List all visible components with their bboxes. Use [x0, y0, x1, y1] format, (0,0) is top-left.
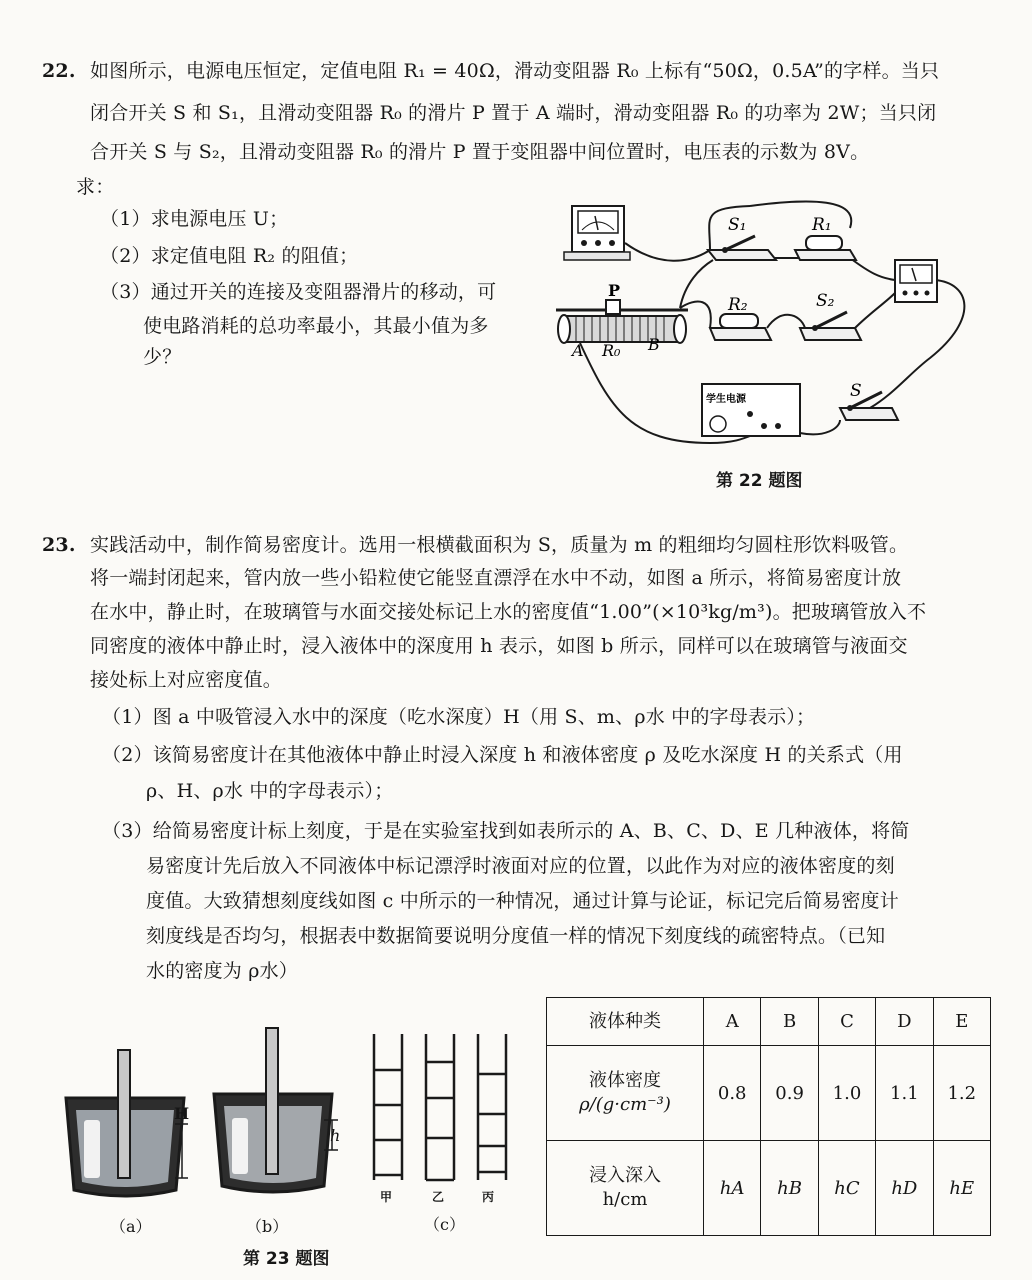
table-header-density-unit: ρ/(g·cm⁻³) — [579, 1094, 671, 1116]
label-fig-c: （c） — [424, 1215, 465, 1234]
circuit-diagram — [550, 188, 990, 458]
scale-strip-bing — [478, 1034, 506, 1180]
table-row-density — [547, 1046, 991, 1141]
scale-strip-yi — [426, 1034, 454, 1180]
table-cell-depth: hB — [761, 1141, 818, 1236]
table-cell-liquid: C — [818, 998, 875, 1046]
q23-figure-caption: 第 23 题图 — [243, 1249, 330, 1269]
label-r0: R₀ — [602, 341, 621, 360]
q22-line-3: 合开关 S 与 S₂，且滑动变阻器 R₀ 的滑片 P 置于变阻器中间位置时，电压表的示数为 8V。 — [90, 141, 870, 163]
table-row-depth — [547, 1141, 991, 1236]
table-cell-depth: hC — [818, 1141, 875, 1236]
q23-line-1: 实践活动中，制作简易密度计。选用一根横截面积为 S，质量为 m 的粗细均匀圆柱形饮料吸管。 — [90, 534, 909, 556]
q22-sub3-b: 使电路消耗的总功率最小，其最小值为多 — [143, 315, 489, 337]
label-power-supply: 学生电源 — [706, 394, 746, 405]
q23-line-2: 将一端封闭起来，管内放一些小铅粒使它能竖直漂浮在水中不动，如图 a 所示，将简易密度计放 — [90, 567, 902, 589]
q23-number: 23. — [42, 534, 76, 556]
table-header-depth-unit: h/cm — [602, 1189, 648, 1211]
q22-sub1: （1）求电源电压 U； — [100, 208, 289, 230]
scale-strips-c — [368, 1030, 518, 1188]
table-cell-depth: hE — [933, 1141, 990, 1236]
q23-sub3-line-1: （3）给简易密度计标上刻度，于是在实验室找到如表所示的 A、B、C、D、E 几种液体，将简 — [102, 820, 910, 842]
rheostat — [556, 300, 688, 343]
q22-line-1: 如图所示，电源电压恒定，定值电阻 R₁ = 40Ω，滑动变阻器 R₀ 上标有“50Ω，0.5A”的字样。当只 — [90, 60, 940, 82]
label-r2: R₂ — [728, 295, 748, 315]
q23-sub3-line-5: 水的密度为 ρ水） — [146, 960, 299, 982]
table-cell-liquid: A — [704, 998, 761, 1046]
table-cell-density: 0.9 — [761, 1046, 818, 1141]
q22-sub2: （2）求定值电阻 R₂ 的阻值； — [100, 245, 359, 267]
label-s2: S₂ — [816, 291, 835, 311]
beaker-b — [208, 1022, 348, 1202]
q23-sub3-line-2: 易密度计先后放入不同液体中标记漂浮时液面对应的位置，以此作为对应的液体密度的刻 — [146, 855, 895, 877]
q23-line-3: 在水中，静止时，在玻璃管与水面交接处标记上水的密度值“1.00”(×10³kg/m³)。把玻璃管放入不 — [90, 601, 927, 623]
q22-sub3-c: 少？ — [143, 346, 182, 368]
table-header-liquid-type: 液体种类 — [547, 998, 704, 1046]
label-s1: S₁ — [728, 215, 747, 235]
table-cell-density: 1.0 — [818, 1046, 875, 1141]
label-H: H — [174, 1104, 190, 1123]
label-jia: 甲 — [380, 1190, 393, 1204]
switch-s — [840, 392, 898, 420]
label-yi: 乙 — [432, 1190, 445, 1204]
q23-line-4: 同密度的液体中静止时，浸入液体中的深度用 h 表示，如图 b 所示，同样可以在玻璃管与液面交 — [90, 635, 908, 657]
voltmeter — [564, 206, 630, 260]
q23-sub3-line-4: 刻度线是否均匀，根据表中数据简要说明分度值一样的情况下刻度线的疏密特点。（已知 — [146, 925, 886, 947]
label-s: S — [850, 381, 862, 401]
q23-sub3-line-3: 度值。大致猜想刻度线如图 c 中所示的一种情况，通过计算与论证，标记完后简易密度计 — [146, 890, 899, 912]
table-row-liquid-type — [547, 998, 991, 1046]
scale-strip-jia — [374, 1034, 402, 1180]
table-cell-depth: hA — [704, 1141, 761, 1236]
table-cell-density: 1.1 — [876, 1046, 933, 1141]
resistor-r2 — [710, 314, 771, 340]
table-cell-depth: hD — [876, 1141, 933, 1236]
label-fig-b: （b） — [246, 1217, 289, 1236]
resistor-r1 — [795, 236, 856, 260]
table-header-density-title: 液体密度 — [589, 1069, 661, 1091]
beaker-a — [60, 1040, 190, 1210]
q22-sub3-a: （3）通过开关的连接及变阻器滑片的移动，可 — [100, 281, 497, 303]
q23-sub2-a: （2）该简易密度计在其他液体中静止时浸入深度 h 和液体密度 ρ 及吃水深度 H 的关系式（用 — [102, 744, 903, 766]
power-supply — [702, 384, 800, 436]
table-cell-liquid: D — [876, 998, 933, 1046]
table-cell-liquid: B — [761, 998, 818, 1046]
table-cell-density: 1.2 — [933, 1046, 990, 1141]
table-cell-liquid: E — [933, 998, 990, 1046]
liquid-data-table — [546, 997, 991, 1236]
switch-s2 — [800, 312, 861, 340]
table-header-density — [547, 1046, 704, 1141]
q23-line-5: 接处标上对应密度值。 — [90, 669, 283, 691]
label-fig-a: （a） — [110, 1217, 152, 1236]
q22-figure-caption: 第 22 题图 — [716, 471, 803, 491]
label-bing: 丙 — [482, 1190, 495, 1204]
q23-sub1: （1）图 a 中吸管浸入水中的深度（吃水深度）H（用 S、m、ρ水 中的字母表示）； — [102, 706, 816, 728]
label-p: P — [608, 281, 621, 300]
label-b: B — [648, 335, 660, 354]
q22-ask: 求： — [76, 176, 115, 198]
q22-line-2: 闭合开关 S 和 S₁，且滑动变阻器 R₀ 的滑片 P 置于 A 端时，滑动变阻器 R₀ 的功率为 2W；当只闭 — [90, 102, 937, 124]
label-r1: R₁ — [812, 215, 832, 235]
switch-s1 — [708, 236, 776, 260]
label-h: h — [330, 1126, 341, 1145]
q22-number: 22. — [42, 60, 76, 82]
table-cell-density: 0.8 — [704, 1046, 761, 1141]
ammeter — [895, 260, 937, 302]
table-header-depth-title: 浸入深入 — [589, 1164, 661, 1186]
label-a: A — [572, 341, 584, 360]
q23-sub2-b: ρ、H、ρ水 中的字母表示）； — [146, 780, 394, 802]
table-header-depth — [547, 1141, 704, 1236]
